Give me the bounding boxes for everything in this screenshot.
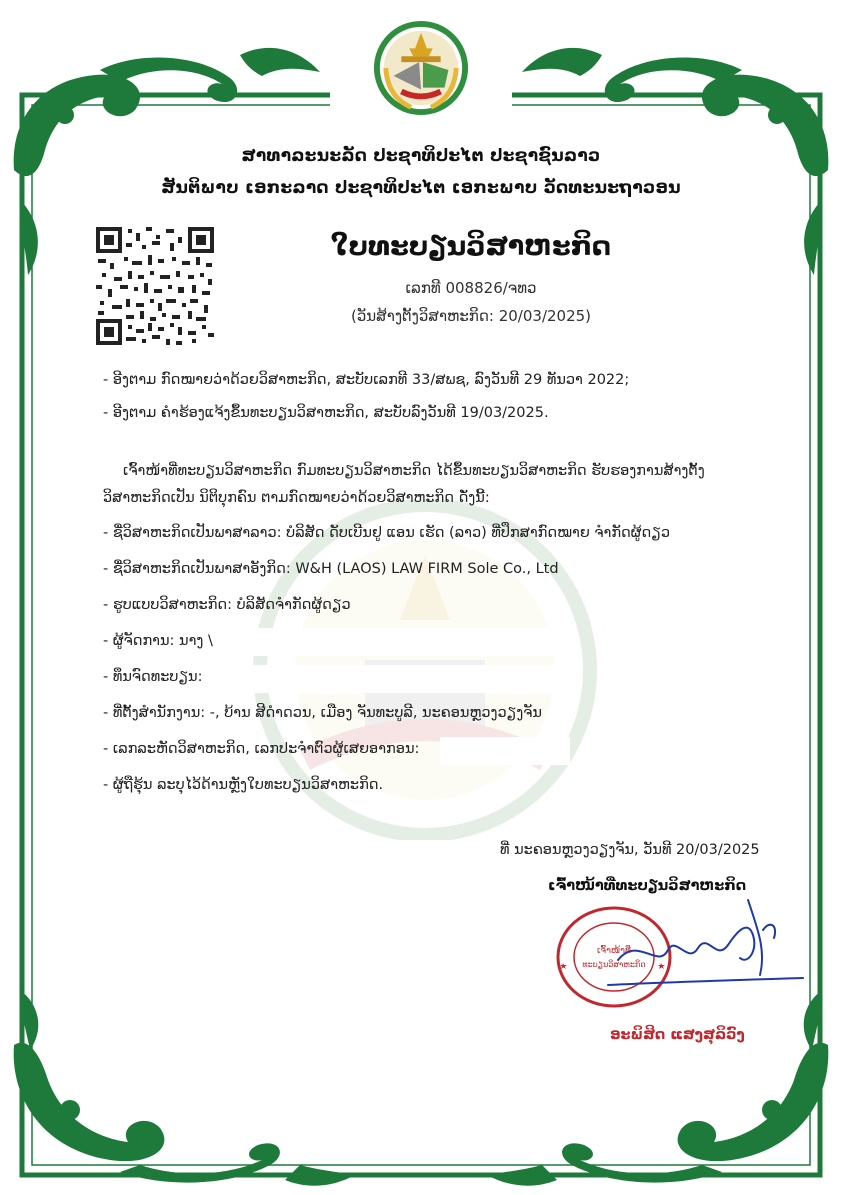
redacted-manager — [215, 628, 555, 656]
reference-application: - ອີງຕາມ ຄໍາຮ້ອງແຈ້ງຂຶ້ນທະບຽນວິສາຫະກິດ, ສະບັບລົງວັນທີ 19/03/2025. — [103, 405, 549, 421]
redacted-code — [440, 737, 570, 765]
certificate-title: ໃບທະບຽນວິສາຫະກິດ — [330, 231, 612, 262]
handwritten-signature — [598, 890, 808, 1000]
national-emblem — [372, 18, 470, 118]
svg-text:ເຈົ້າໜ້າທີ່: ເຈົ້າໜ້າທີ່ — [597, 946, 631, 956]
detail-manager: - ຜູ້ຈັດການ: ນາງ \ — [103, 633, 213, 649]
detail-registered-capital: - ທຶນຈົດທະບຽນ: — [103, 669, 203, 685]
signer-title: ເຈົ້າໜ້າທີ່ທະບຽນວິສາຫະກິດ — [548, 878, 747, 894]
registration-date: (ວັນສ້າງຕັ້ງວິສາຫະກິດ: 20/03/2025) — [350, 307, 592, 325]
detail-office-location: - ທີ່ຕັ້ງສໍານັກງານ: -, ບ້ານ ສີດໍາດວນ, ເມືອງ ຈັນທະບູລີ, ນະຄອນຫຼວງວຽງຈັນ — [103, 705, 542, 721]
detail-enterprise-type: - ຮູບແບບວິສາຫະກິດ: ບໍລິສັດຈໍາກັດຜູ້ດຽວ — [103, 597, 351, 613]
detail-shareholders: - ຜູ້ຖືຮຸ້ນ ລະບຸໄວ້ດ້ານຫຼັງໃບທະບຽນວິສາຫະກິດ. — [103, 777, 384, 793]
reference-law: - ອີງຕາມ ກົດໝາຍວ່າດ້ວຍວິສາຫະກິດ, ສະບັບເລກທີ 33/ສພຊ, ລົງວັນທີ 29 ທັນວາ 2022; — [103, 372, 630, 388]
certificate-number: ເລກທີ 008826/ຈທວ — [405, 279, 537, 297]
redacted-capital — [215, 665, 555, 693]
svg-text:ທະບຽນວິສາຫະກິດ: ທະບຽນວິສາຫະກິດ — [582, 960, 646, 969]
intro-paragraph: ເຈົ້າໜ້າທີ່ທະບຽນວິສາຫະກິດ ກົມທະບຽນວິສາຫະກິດ ໄດ້ຂຶ້ນທະບຽນວິສາຫະກິດ ຮັບຮອງການສ້າງຕັ້ງວິສາຫະກິດເປັນ ນິຕິບຸກຄົນ ຕາມກົດໝາຍວ່າດ້ວຍວິສາຫະກິດ ດັ່ງນີ້: — [103, 463, 705, 506]
detail-name-lao: - ຊື່ວິສາຫະກິດເປັນພາສາລາວ: ບໍລິສັດ ດັບເບີນຢູ ແອນ ເຮັດ (ລາວ) ທີ່ປຶກສາກົດໝາຍ ຈໍາກັດຜູ້ດຽວ — [103, 525, 671, 541]
place-and-date: ທີ່ ນະຄອນຫຼວງວຽງຈັນ, ວັນທີ 20/03/2025 — [500, 842, 760, 858]
signer-name: ອະພິສິດ ແສງສຸລິວົງ — [610, 1027, 745, 1043]
detail-enterprise-code: - ເລກລະຫັດວິສາຫະກິດ, ເລກປະຈໍາຕົວຜູ້ເສຍອາກອນ: — [103, 741, 420, 757]
country-name-header: ສາທາລະນະລັດ ປະຊາທິປະໄຕ ປະຊາຊົນລາວ — [241, 146, 601, 166]
detail-name-english: - ຊື່ວິສາຫະກິດເປັນພາສາອັງກິດ: W&H (LAOS) LAW FIRM Sole Co., Ltd — [103, 561, 559, 577]
national-motto-header: ສັນຕິພາບ ເອກະລາດ ປະຊາທິປະໄຕ ເອກະພາບ ວັດທະນະຖາວອນ — [161, 178, 681, 198]
